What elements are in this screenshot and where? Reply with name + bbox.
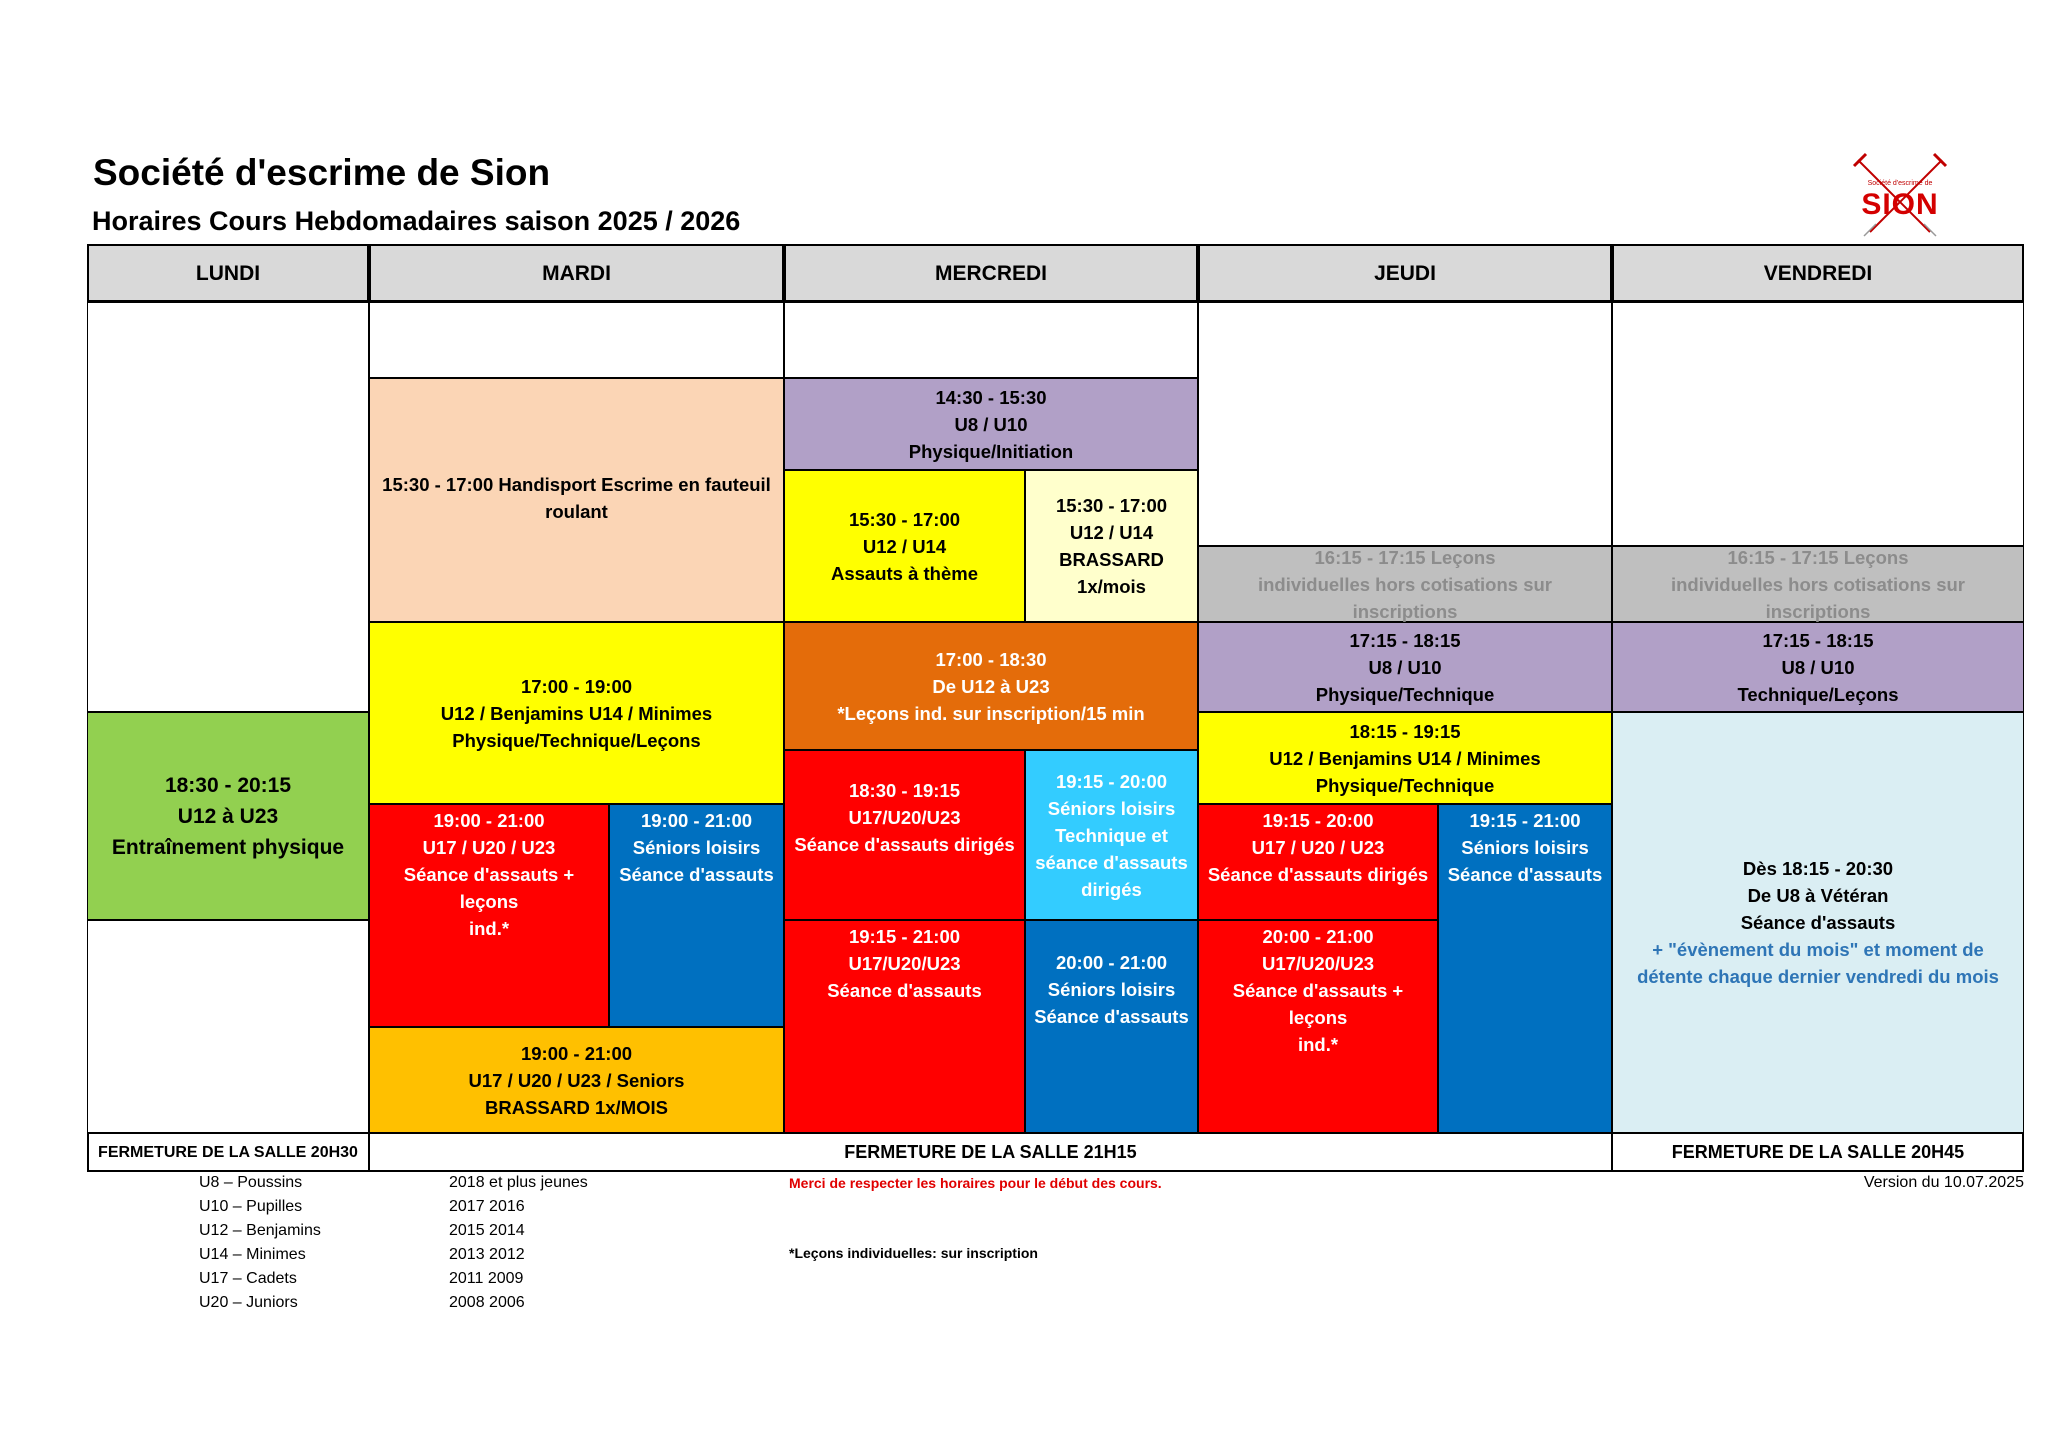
wednesday-assauts-theme: 15:30 - 17:00 U12 / U14 Assauts à thème	[784, 470, 1025, 622]
legend-category: U10 – Pupilles	[199, 1198, 303, 1215]
thursday-u8-u10: 17:15 - 18:15 U8 / U10 Physique/Technique	[1198, 622, 1612, 712]
legend-years: 2013 2012	[449, 1246, 525, 1263]
friday-closing-time: FERMETURE DE LA SALLE 20H45	[1612, 1133, 2024, 1172]
wednesday-brassard: 15:30 - 17:00 U12 / U14 BRASSARD 1x/mois	[1025, 470, 1198, 622]
page-title: Société d'escrime de Sion	[93, 152, 551, 193]
wednesday-seniors-assauts: 20:00 - 21:00 Séniors loisirs Séance d'assauts	[1025, 920, 1198, 1133]
individual-lessons-note: *Leçons individuelles: sur inscription	[789, 1245, 1038, 1261]
version-date: Version du 10.07.2025	[1863, 1174, 2024, 1191]
legend-category: U8 – Poussins	[199, 1174, 303, 1191]
club-logo	[1840, 152, 1960, 238]
logo-main-text: SION	[1861, 188, 1939, 221]
schedule-respect-note: Merci de respecter les horaires pour le début des cours.	[789, 1175, 1162, 1191]
legend-years: 2015 2014	[449, 1222, 525, 1239]
thursday-u17-u23-directed: 19:15 - 20:00 U17 / U20 / U23 Séance d'assauts dirigés	[1198, 804, 1438, 920]
empty-slot	[1198, 302, 1612, 546]
friday-u8-u10: 17:15 - 18:15 U8 / U10 Technique/Leçons	[1612, 622, 2024, 712]
thursday-seniors-loisirs: 19:15 - 21:00 Séniors loisirs Séance d'assauts	[1438, 804, 1612, 1133]
midweek-closing-time: FERMETURE DE LA SALLE 21H15	[369, 1133, 1612, 1172]
wednesday-u17-u23-directed: 18:30 - 19:15 U17/U20/U23 Séance d'assauts dirigés	[784, 750, 1025, 920]
empty-slot	[369, 302, 784, 378]
legend-years: 2011 2009	[449, 1270, 524, 1287]
wednesday-u8-u10-initiation: 14:30 - 15:30 U8 / U10 Physique/Initiation	[784, 378, 1198, 470]
thursday-individual-lessons: 16:15 - 17:15 Leçons individuelles hors cotisations sur inscriptions	[1198, 546, 1612, 622]
monday-closing-time: FERMETURE DE LA SALLE 20H30	[87, 1133, 369, 1172]
tuesday-brassard: 19:00 - 21:00 U17 / U20 / U23 / Seniors BRASSARD 1x/MOIS	[369, 1027, 784, 1133]
legend-years: 2008 2006	[449, 1294, 525, 1311]
legend-years: 2017 2016	[449, 1198, 525, 1215]
empty-slot	[784, 302, 1198, 378]
legend-years: 2018 et plus jeunes	[449, 1174, 588, 1191]
empty-slot	[1612, 302, 2024, 546]
tuesday-u17-u23-assauts: 19:00 - 21:00 U17 / U20 / U23 Séance d'assauts + leçons ind.*	[369, 804, 609, 1027]
empty-slot	[87, 920, 369, 1133]
thursday-u12-u14: 18:15 - 19:15 U12 / Benjamins U14 / Minimes Physique/Technique	[1198, 712, 1612, 804]
page-subtitle: Horaires Cours Hebdomadaires saison 2025 / 2026	[92, 206, 741, 236]
logo-small-text: Société d'escrime de	[1867, 180, 1933, 187]
day-header-tuesday: MARDI	[369, 244, 784, 302]
wednesday-u17-u23-assauts: 19:15 - 21:00 U17/U20/U23 Séance d'assauts	[784, 920, 1025, 1133]
legend-category: U20 – Juniors	[199, 1294, 298, 1311]
wednesday-seniors-technique: 19:15 - 20:00 Séniors loisirs Technique et séance d'assauts dirigés	[1025, 750, 1198, 920]
legend-category: U12 – Benjamins	[199, 1222, 321, 1239]
day-header-monday: LUNDI	[87, 244, 369, 302]
friday-individual-lessons: 16:15 - 17:15 Leçons individuelles hors cotisations sur inscriptions	[1612, 546, 2024, 622]
tuesday-u12-u14-session: 17:00 - 19:00 U12 / Benjamins U14 / Minimes Physique/Technique/Leçons	[369, 622, 784, 804]
day-header-wednesday: MERCREDI	[784, 244, 1198, 302]
day-header-thursday: JEUDI	[1198, 244, 1612, 302]
legend-category: U14 – Minimes	[199, 1246, 306, 1263]
monday-physical-training: 18:30 - 20:15 U12 à U23 Entraînement physique	[87, 712, 369, 920]
tuesday-handisport: 15:30 - 17:00 Handisport Escrime en fauteuil roulant	[369, 378, 784, 622]
tuesday-seniors-loisirs: 19:00 - 21:00 Séniors loisirs Séance d'assauts	[609, 804, 784, 1027]
wednesday-u12-u23-lessons: 17:00 - 18:30 De U12 à U23 *Leçons ind. sur inscription/15 min	[784, 622, 1198, 750]
legend-category: U17 – Cadets	[199, 1270, 297, 1287]
thursday-u17-u23-assauts: 20:00 - 21:00 U17/U20/U23 Séance d'assauts + leçons ind.*	[1198, 920, 1438, 1133]
day-header-friday: VENDREDI	[1612, 244, 2024, 302]
friday-open-assauts: Dès 18:15 - 20:30 De U8 à Vétéran Séance d'assauts + "évènement du mois" et moment de détente chaque dernier vendredi du mois	[1612, 712, 2024, 1133]
empty-slot	[87, 302, 369, 712]
